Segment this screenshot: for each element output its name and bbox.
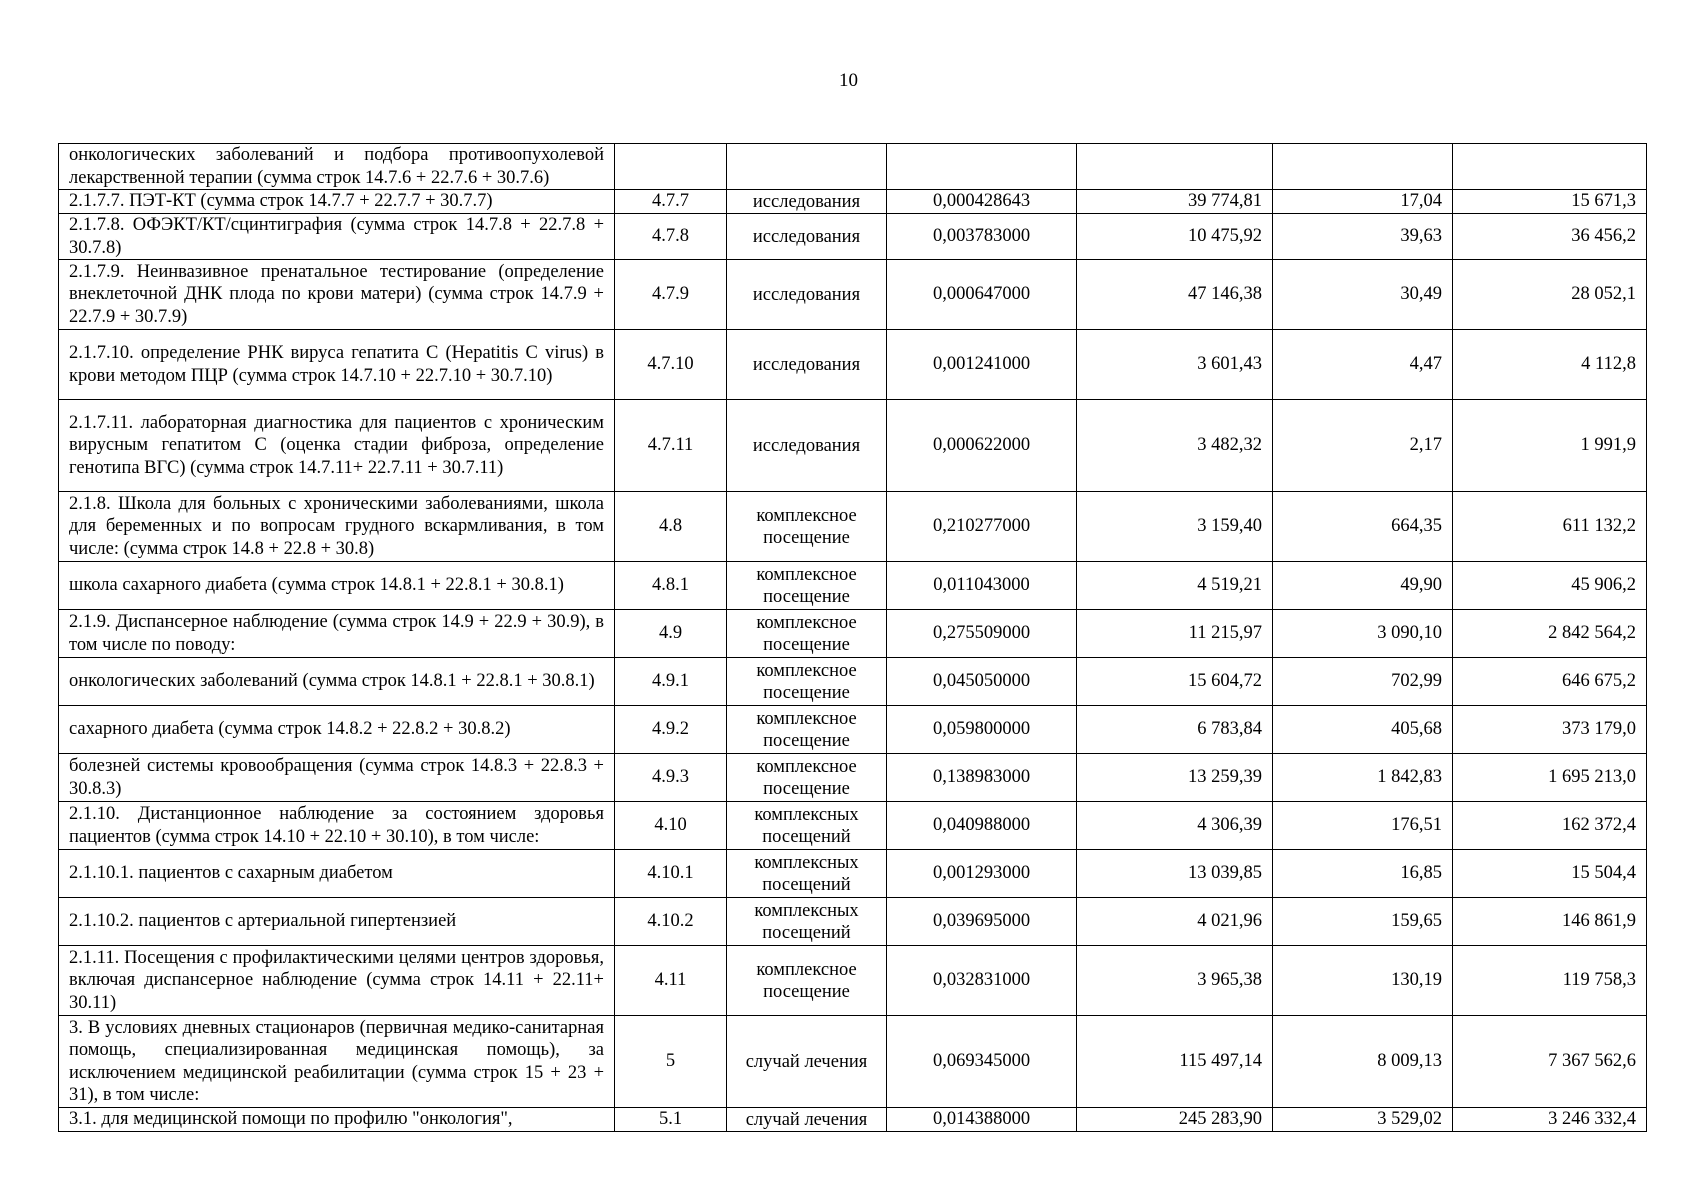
row-name: 2.1.7.7. ПЭТ-КТ (сумма строк 14.7.7 + 22.7.7 + 30.7.7) bbox=[59, 190, 615, 214]
row-code: 4.7.11 bbox=[615, 400, 727, 492]
row-cost: 3 965,38 bbox=[1077, 946, 1273, 1016]
data-table bbox=[58, 143, 1647, 1132]
table-row bbox=[59, 754, 1647, 802]
row-total bbox=[1453, 144, 1647, 190]
table-body bbox=[59, 144, 1647, 1132]
row-per-capita: 39,63 bbox=[1273, 214, 1453, 260]
row-norm: 0,032831000 bbox=[887, 946, 1077, 1016]
row-cost: 3 601,43 bbox=[1077, 330, 1273, 400]
row-norm bbox=[887, 144, 1077, 190]
table-row bbox=[59, 144, 1647, 190]
row-per-capita: 3 529,02 bbox=[1273, 1108, 1453, 1132]
row-cost: 115 497,14 bbox=[1077, 1016, 1273, 1108]
row-code: 4.9.2 bbox=[615, 706, 727, 754]
row-unit: исследования bbox=[727, 190, 887, 214]
row-total: 162 372,4 bbox=[1453, 802, 1647, 850]
table-row bbox=[59, 658, 1647, 706]
row-total: 36 456,2 bbox=[1453, 214, 1647, 260]
row-cost: 11 215,97 bbox=[1077, 610, 1273, 658]
table-row bbox=[59, 190, 1647, 214]
row-name: 2.1.7.8. ОФЭКТ/КТ/сцинтиграфия (сумма строк 14.7.8 + 22.7.8 + 30.7.8) bbox=[59, 214, 615, 260]
row-unit: комплексное посещение bbox=[727, 610, 887, 658]
row-cost: 47 146,38 bbox=[1077, 260, 1273, 330]
row-code: 4.8.1 bbox=[615, 562, 727, 610]
row-name: 3. В условиях дневных стационаров (первичная медико-санитарная помощь, специализированная медицинская помощь), за исключением медицинской реабилитации (сумма строк 15 + 23 + 31), в том числе: bbox=[59, 1016, 615, 1108]
table-row bbox=[59, 562, 1647, 610]
row-cost: 3 159,40 bbox=[1077, 492, 1273, 562]
row-code: 4.10 bbox=[615, 802, 727, 850]
row-per-capita: 159,65 bbox=[1273, 898, 1453, 946]
page-number: 10 bbox=[839, 70, 858, 91]
row-name: 2.1.10. Дистанционное наблюдение за состоянием здоровья пациентов (сумма строк 14.10 + 22.10 + 30.10), в том числе: bbox=[59, 802, 615, 850]
row-per-capita: 3 090,10 bbox=[1273, 610, 1453, 658]
row-code: 4.7.10 bbox=[615, 330, 727, 400]
row-norm: 0,039695000 bbox=[887, 898, 1077, 946]
row-cost: 4 519,21 bbox=[1077, 562, 1273, 610]
row-cost: 39 774,81 bbox=[1077, 190, 1273, 214]
row-code bbox=[615, 144, 727, 190]
row-code: 4.11 bbox=[615, 946, 727, 1016]
table-row bbox=[59, 330, 1647, 400]
row-code: 4.9.3 bbox=[615, 754, 727, 802]
row-total: 1 695 213,0 bbox=[1453, 754, 1647, 802]
row-per-capita: 176,51 bbox=[1273, 802, 1453, 850]
row-name: 2.1.9. Диспансерное наблюдение (сумма строк 14.9 + 22.9 + 30.9), в том числе по поводу: bbox=[59, 610, 615, 658]
row-name: 2.1.11. Посещения с профилактическими целями центров здоровья, включая диспансерное наблюдение (сумма строк 14.11 + 22.11+ 30.11) bbox=[59, 946, 615, 1016]
row-total: 119 758,3 bbox=[1453, 946, 1647, 1016]
row-norm: 0,210277000 bbox=[887, 492, 1077, 562]
row-total: 15 671,3 bbox=[1453, 190, 1647, 214]
row-norm: 0,011043000 bbox=[887, 562, 1077, 610]
row-code: 4.9 bbox=[615, 610, 727, 658]
row-per-capita: 30,49 bbox=[1273, 260, 1453, 330]
row-name: сахарного диабета (сумма строк 14.8.2 + 22.8.2 + 30.8.2) bbox=[59, 706, 615, 754]
row-cost bbox=[1077, 144, 1273, 190]
table-row bbox=[59, 898, 1647, 946]
row-per-capita: 130,19 bbox=[1273, 946, 1453, 1016]
row-total: 45 906,2 bbox=[1453, 562, 1647, 610]
row-unit: комплексных посещений bbox=[727, 898, 887, 946]
row-code: 5 bbox=[615, 1016, 727, 1108]
row-total: 1 991,9 bbox=[1453, 400, 1647, 492]
row-name: 2.1.10.1. пациентов с сахарным диабетом bbox=[59, 850, 615, 898]
row-per-capita: 702,99 bbox=[1273, 658, 1453, 706]
row-unit: комплексных посещений bbox=[727, 802, 887, 850]
row-cost: 13 039,85 bbox=[1077, 850, 1273, 898]
row-total: 7 367 562,6 bbox=[1453, 1016, 1647, 1108]
row-total: 2 842 564,2 bbox=[1453, 610, 1647, 658]
row-cost: 245 283,90 bbox=[1077, 1108, 1273, 1132]
row-norm: 0,001293000 bbox=[887, 850, 1077, 898]
row-unit: комплексное посещение bbox=[727, 754, 887, 802]
row-name: 2.1.7.9. Неинвазивное пренатальное тестирование (определение внеклеточной ДНК плода по крови матери) (сумма строк 14.7.9 + 22.7.9 + 30.7.9) bbox=[59, 260, 615, 330]
row-norm: 0,000622000 bbox=[887, 400, 1077, 492]
table-row bbox=[59, 214, 1647, 260]
row-code: 4.7.7 bbox=[615, 190, 727, 214]
row-per-capita: 17,04 bbox=[1273, 190, 1453, 214]
table-row bbox=[59, 850, 1647, 898]
row-cost: 13 259,39 bbox=[1077, 754, 1273, 802]
row-norm: 0,014388000 bbox=[887, 1108, 1077, 1132]
row-per-capita: 16,85 bbox=[1273, 850, 1453, 898]
row-cost: 10 475,92 bbox=[1077, 214, 1273, 260]
table-row bbox=[59, 492, 1647, 562]
row-cost: 6 783,84 bbox=[1077, 706, 1273, 754]
row-total: 3 246 332,4 bbox=[1453, 1108, 1647, 1132]
row-unit: комплексное посещение bbox=[727, 562, 887, 610]
row-per-capita: 405,68 bbox=[1273, 706, 1453, 754]
row-name: онкологических заболеваний (сумма строк 14.8.1 + 22.8.1 + 30.8.1) bbox=[59, 658, 615, 706]
row-per-capita: 664,35 bbox=[1273, 492, 1453, 562]
table-row bbox=[59, 802, 1647, 850]
row-unit: случай лечения bbox=[727, 1108, 887, 1132]
row-cost: 4 306,39 bbox=[1077, 802, 1273, 850]
row-per-capita: 4,47 bbox=[1273, 330, 1453, 400]
row-name: 3.1. для медицинской помощи по профилю "онкология", bbox=[59, 1108, 615, 1132]
row-unit: случай лечения bbox=[727, 1016, 887, 1108]
row-norm: 0,069345000 bbox=[887, 1016, 1077, 1108]
row-norm: 0,000647000 bbox=[887, 260, 1077, 330]
row-unit: комплексное посещение bbox=[727, 706, 887, 754]
row-name: 2.1.8. Школа для больных с хроническими заболеваниями, школа для беременных и по вопросам грудного вскармливания, в том числе: (сумма строк 14.8 + 22.8 + 30.8) bbox=[59, 492, 615, 562]
table-row bbox=[59, 260, 1647, 330]
row-norm: 0,138983000 bbox=[887, 754, 1077, 802]
row-per-capita: 1 842,83 bbox=[1273, 754, 1453, 802]
row-total: 28 052,1 bbox=[1453, 260, 1647, 330]
table-row bbox=[59, 1108, 1647, 1132]
row-code: 4.7.9 bbox=[615, 260, 727, 330]
table-row bbox=[59, 610, 1647, 658]
row-unit: комплексных посещений bbox=[727, 850, 887, 898]
row-norm: 0,000428643 bbox=[887, 190, 1077, 214]
row-unit: исследования bbox=[727, 260, 887, 330]
row-code: 5.1 bbox=[615, 1108, 727, 1132]
row-norm: 0,040988000 bbox=[887, 802, 1077, 850]
row-total: 146 861,9 bbox=[1453, 898, 1647, 946]
row-code: 4.10.1 bbox=[615, 850, 727, 898]
row-unit: комплексное посещение bbox=[727, 946, 887, 1016]
row-norm: 0,003783000 bbox=[887, 214, 1077, 260]
table-row bbox=[59, 946, 1647, 1016]
row-name: 2.1.10.2. пациентов с артериальной гипертензией bbox=[59, 898, 615, 946]
row-norm: 0,045050000 bbox=[887, 658, 1077, 706]
row-norm: 0,059800000 bbox=[887, 706, 1077, 754]
row-name: онкологических заболеваний и подбора противоопухолевой лекарственной терапии (сумма строк 14.7.6 + 22.7.6 + 30.7.6) bbox=[59, 144, 615, 190]
row-name: 2.1.7.11. лабораторная диагностика для пациентов с хроническим вирусным гепатитом С (оценка стадии фиброза, определение генотипа ВГС) (сумма строк 14.7.11+ 22.7.11 + 30.7.11) bbox=[59, 400, 615, 492]
row-code: 4.10.2 bbox=[615, 898, 727, 946]
row-name: школа сахарного диабета (сумма строк 14.8.1 + 22.8.1 + 30.8.1) bbox=[59, 562, 615, 610]
row-name: болезней системы кровообращения (сумма строк 14.8.3 + 22.8.3 + 30.8.3) bbox=[59, 754, 615, 802]
row-total: 373 179,0 bbox=[1453, 706, 1647, 754]
row-name: 2.1.7.10. определение РНК вируса гепатита С (Hepatitis C virus) в крови методом ПЦР (сумма строк 14.7.10 + 22.7.10 + 30.7.10) bbox=[59, 330, 615, 400]
row-norm: 0,275509000 bbox=[887, 610, 1077, 658]
row-cost: 4 021,96 bbox=[1077, 898, 1273, 946]
row-unit bbox=[727, 144, 887, 190]
row-unit: исследования bbox=[727, 330, 887, 400]
row-per-capita: 2,17 bbox=[1273, 400, 1453, 492]
row-per-capita: 49,90 bbox=[1273, 562, 1453, 610]
row-per-capita: 8 009,13 bbox=[1273, 1016, 1453, 1108]
row-code: 4.8 bbox=[615, 492, 727, 562]
row-total: 4 112,8 bbox=[1453, 330, 1647, 400]
row-code: 4.9.1 bbox=[615, 658, 727, 706]
row-unit: исследования bbox=[727, 400, 887, 492]
table-row bbox=[59, 706, 1647, 754]
row-norm: 0,001241000 bbox=[887, 330, 1077, 400]
row-unit: комплексное посещение bbox=[727, 658, 887, 706]
table-row bbox=[59, 1016, 1647, 1108]
row-per-capita bbox=[1273, 144, 1453, 190]
row-cost: 3 482,32 bbox=[1077, 400, 1273, 492]
row-unit: исследования bbox=[727, 214, 887, 260]
row-cost: 15 604,72 bbox=[1077, 658, 1273, 706]
row-total: 646 675,2 bbox=[1453, 658, 1647, 706]
table-row bbox=[59, 400, 1647, 492]
row-total: 15 504,4 bbox=[1453, 850, 1647, 898]
row-unit: комплексное посещение bbox=[727, 492, 887, 562]
row-code: 4.7.8 bbox=[615, 214, 727, 260]
row-total: 611 132,2 bbox=[1453, 492, 1647, 562]
